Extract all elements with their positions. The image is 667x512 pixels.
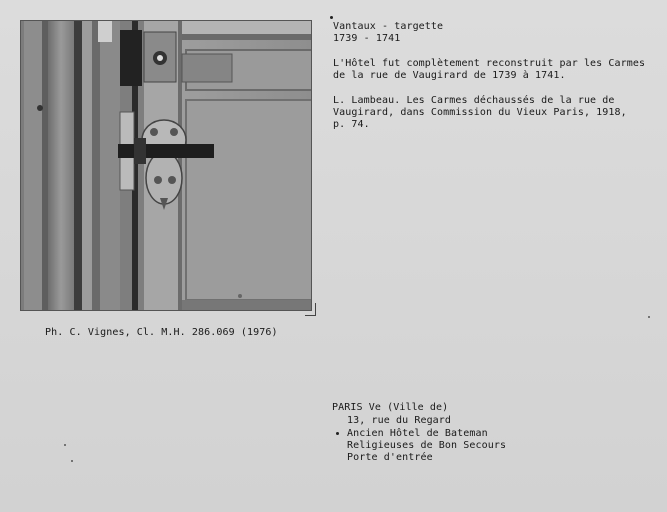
reference-line-2: Vaugirard, dans Commission du Vieux Paris, 1918, — [333, 107, 627, 118]
door-photograph — [20, 20, 312, 311]
speck — [64, 444, 66, 446]
photo-corner-mark — [305, 303, 316, 316]
location-subject: Porte d'entrée — [347, 452, 433, 463]
history-line-1: L'Hôtel fut complètement reconstruit par les Carmes — [333, 58, 646, 69]
header-title: Vantaux - targette — [333, 21, 444, 32]
reference-line-1: L. Lambeau. Les Carmes déchaussés de la rue de — [333, 95, 615, 106]
header-dates: 1739 - 1741 — [333, 33, 401, 44]
history-line-2: de la rue de Vaugirard de 1739 à 1741. — [333, 70, 566, 81]
location-city: PARIS Ve (Ville de) — [332, 402, 449, 413]
reference-line-3: p. 74. — [333, 119, 370, 130]
speck — [648, 316, 650, 318]
location-building: Ancien Hôtel de Bateman — [347, 428, 488, 439]
photo-credit: Ph. C. Vignes, Cl. M.H. 286.069 (1976) — [45, 327, 278, 338]
bullet-dot — [336, 432, 339, 435]
location-street: 13, rue du Regard — [347, 415, 452, 426]
location-institution: Religieuses de Bon Secours — [347, 440, 507, 451]
speck — [71, 460, 73, 462]
bullet-dot — [330, 16, 333, 19]
